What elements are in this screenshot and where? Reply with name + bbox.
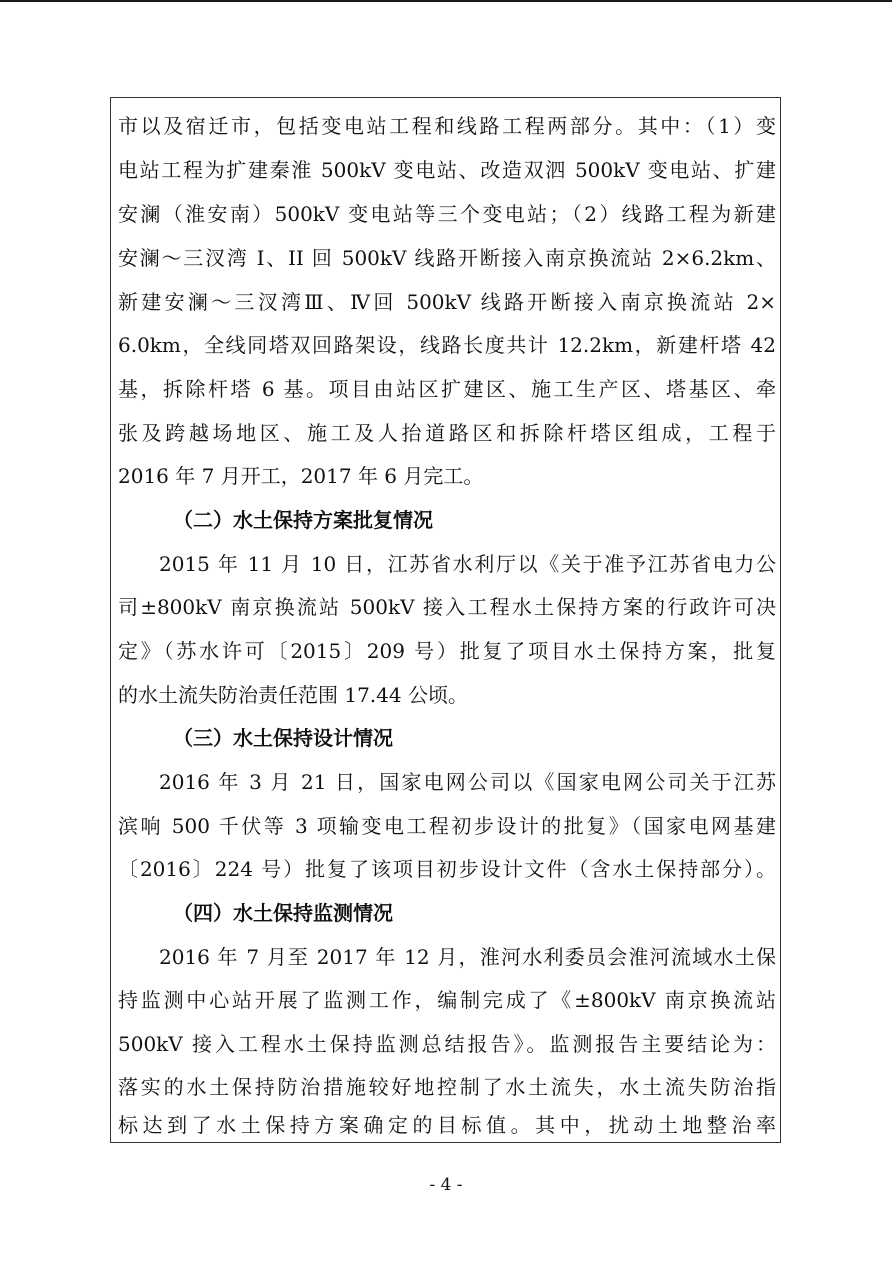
text-line: 2015 年 11 月 10 日，江苏省水利厅以《关于准予江苏省电力公	[159, 552, 776, 576]
text-line: 新建安澜～三汊湾Ⅲ、Ⅳ回 500kV 线路开断接入南京换流站 2×	[118, 290, 776, 314]
text-line: 标达到了水土保持方案确定的目标值。其中，扰动土地整治率	[118, 1113, 776, 1137]
document-content-frame	[110, 97, 781, 1143]
text-line: 持监测中心站开展了监测工作，编制完成了《±800kV 南京换流站	[118, 988, 776, 1012]
text-line: 2016 年 7 月至 2017 年 12 月，淮河水利委员会淮河流域水土保	[159, 945, 776, 969]
text-line: 电站工程为扩建秦淮 500kV 变电站、改造双泗 500kV 变电站、扩建	[118, 158, 776, 182]
text-line: 市以及宿迁市，包括变电站工程和线路工程两部分。其中：（1）变	[118, 114, 776, 138]
text-line: 6.0km，全线同塔双回路架设，线路长度共计 12.2km，新建杆塔 42	[118, 333, 776, 357]
text-line: 落实的水土保持防治措施较好地控制了水土流失，水土流失防治指	[118, 1075, 776, 1099]
text-line: 2016 年 3 月 21 日，国家电网公司以《国家电网公司关于江苏	[159, 770, 776, 794]
top-border-line	[0, 0, 892, 2]
text-line: 的水土流失防治责任范围 17.44 公顷。	[118, 683, 468, 707]
page-number: - 4 -	[429, 1175, 463, 1195]
text-line: 滨响 500 千伏等 3 项输变电工程初步设计的批复》（国家电网基建	[118, 814, 776, 838]
section-heading: （四）水土保持监测情况	[173, 901, 393, 925]
section-heading: （三）水土保持设计情况	[173, 726, 393, 750]
text-line: 司±800kV 南京换流站 500kV 接入工程水土保持方案的行政许可决	[118, 595, 776, 619]
text-line: 张及跨越场地区、施工及人抬道路区和拆除杆塔区组成，工程于	[118, 421, 776, 445]
text-line: 500kV 接入工程水土保持监测总结报告》。监测报告主要结论为：	[118, 1032, 776, 1056]
text-line: 〔2016〕224 号）批复了该项目初步设计文件（含水土保持部分）。	[118, 857, 776, 881]
text-line: 基，拆除杆塔 6 基。项目由站区扩建区、施工生产区、塔基区、牵	[118, 377, 776, 401]
text-line: 安澜（淮安南）500kV 变电站等三个变电站；（2）线路工程为新建	[118, 202, 776, 226]
text-line: 定》（苏水许可〔2015〕209 号）批复了项目水土保持方案，批复	[118, 639, 776, 663]
text-line: 2016 年 7 月开工，2017 年 6 月完工。	[118, 464, 484, 488]
section-heading: （二）水土保持方案批复情况	[173, 508, 433, 532]
text-line: 安澜～三汊湾 I、II 回 500kV 线路开断接入南京换流站 2×6.2km、	[118, 246, 776, 270]
